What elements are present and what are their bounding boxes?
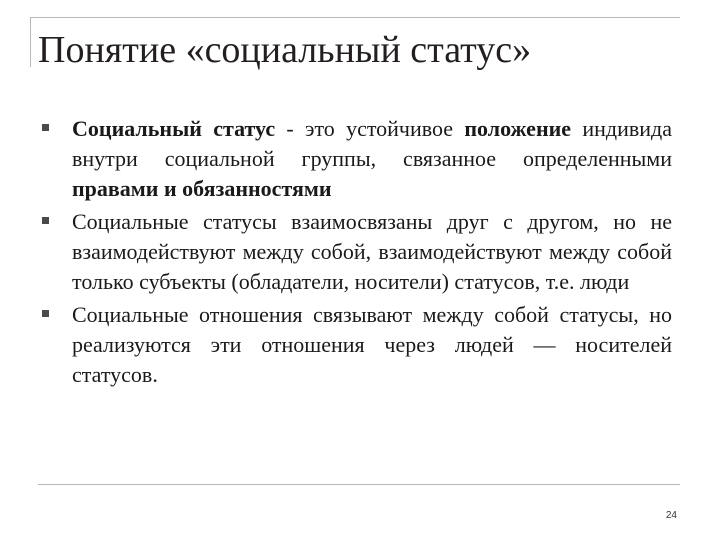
page-number: 24 [665, 510, 677, 521]
bullet-item-2 [42, 207, 672, 297]
bullet-text-3: Социальные отношения связывают между собой статусы, но реализуются эти отношения через людей — носителей статусов. [72, 302, 672, 387]
bullet-list [42, 114, 672, 393]
footer-divider [38, 484, 680, 485]
bullet-text-1 [72, 114, 672, 204]
term-position: положение [464, 116, 572, 141]
term-rights-duties: правами и обязанностями [72, 176, 332, 201]
square-bullet-icon [42, 217, 49, 224]
bullet-1-segment-4: индивида внутри социальной группы, связанное определенными [72, 116, 672, 171]
square-bullet-icon [42, 310, 49, 317]
bullet-text-2: Социальные статусы взаимосвязаны друг с другом, но не взаимодействуют между собой, взаимодействуют между собой только субъекты (обладатели, носители) статусов, т.е. люди [72, 209, 672, 294]
bullet-item-1 [42, 114, 672, 204]
bullet-1-segment-2: - это устойчивое [275, 116, 465, 141]
slide-title: Понятие «социальный статус» [38, 29, 532, 71]
bullet-item-3 [42, 300, 672, 390]
square-bullet-icon [42, 124, 49, 131]
term-social-status: Социальный статус [72, 116, 276, 141]
title-frame-left-line [30, 17, 31, 67]
title-frame-top-line [30, 17, 680, 18]
